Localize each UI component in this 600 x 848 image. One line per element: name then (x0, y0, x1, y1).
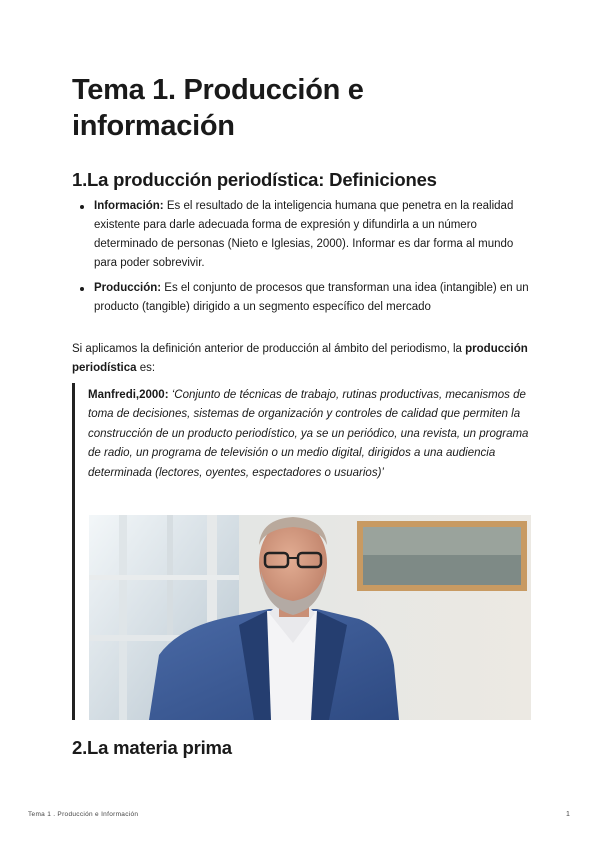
author-photo (89, 515, 531, 720)
definition-produccion: Es el conjunto de procesos que transforman una idea (intangible) en un producto (tangible) dirigido a un segmento específico del mercado (94, 282, 529, 313)
page-number: 1 (566, 811, 570, 818)
quote-text (88, 386, 533, 483)
section-heading-materia-prima: 2.La materia prima (72, 737, 232, 758)
paragraph-text: Si aplicamos la definición anterior de producción al ámbito del periodismo, la (72, 343, 466, 355)
list-item (72, 279, 532, 317)
blockquote (72, 383, 531, 720)
bullet-icon (80, 287, 84, 291)
footer-document-title: Tema 1 . Producción e Información (28, 811, 139, 818)
portrait-image (89, 515, 531, 720)
paragraph-end: es: (136, 362, 156, 374)
quote-body: ‘Conjunto de técnicas de trabajo, rutinas productivas, mecanismos de toma de decisiones, sistemas de organización y controles de calidad que permiten la construcción de un producto periodístico, ya se un periódico, una revista, un programa de radio, un programa de televisión o un medio digital, dirigidos a una audiencia determinada (lectores, oyentes, espectadores o usuarios)’ (88, 389, 529, 479)
definition-informacion: Es el resultado de la inteligencia humana que penetra en la realidad existente para darle adecuada forma de expresión y difundirla a un número determinado de personas (Nieto e Iglesias, 2000). Informar es dar forma al mundo para poder sobrevivir. (94, 200, 514, 269)
intro-paragraph (72, 340, 542, 378)
term-produccion: Producción: (94, 282, 162, 294)
term-informacion: Información: (94, 200, 164, 212)
page-title: Tema 1. Producción e información (72, 74, 364, 142)
list-item (72, 197, 532, 273)
bullet-icon (80, 205, 84, 209)
section-heading-definiciones: 1.La producción periodística: Definiciones (72, 169, 437, 190)
paragraph-bold-term: producción periodística (72, 343, 528, 374)
quote-author: Manfredi,2000: (88, 389, 169, 401)
definitions-list (72, 197, 532, 323)
